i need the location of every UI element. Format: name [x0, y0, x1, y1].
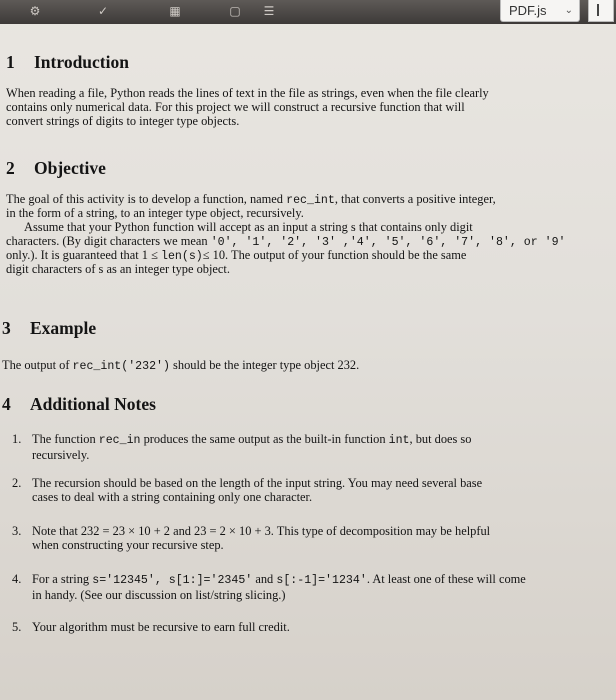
code-rec-int-232: rec_int('232') [72, 360, 170, 373]
section-number: 2 [6, 158, 15, 178]
section-number: 4 [2, 394, 11, 414]
square-icon[interactable]: ▢ [229, 4, 241, 18]
code-len-s: len(s) [161, 250, 203, 263]
check-icon[interactable]: ✓ [97, 4, 109, 18]
sidebar-toggle-button[interactable] [588, 0, 614, 22]
gear-icon[interactable]: ⚙ [29, 4, 41, 18]
section-title: Example [30, 318, 97, 338]
code-rec-int: rec_int [286, 194, 335, 207]
section-heading-example [2, 318, 96, 339]
pdfjs-label: PDF.js [509, 3, 547, 18]
photo-frame: ⚙ ✓ ▦ ▢ ☰ PDF.js ⌄ 1 Introduction When reading a file, Python reads the lines of text in the file as strings, even when the file clearly contains only numerical data. For this project we will construct a recursive function that will convert strings of digits to integer type objects. 2 Objective The goal of this activity is to develop a function, named rec_int, that converts a positive integer, in the form of a string, to an integer type object, recursively. Assume that your Python function will accept as an input a string s that contains only digit characters. (By digit characters we mean '0', '1', '2', '3' ,'4', '5', '6', '7', '8', or '9' only.). It is guaranteed that 1 ≤ len(s)≤ 10. The output of your function should be the same digit characters of s as an integer type object. 3 Example The output of rec_int('232') should be the integer type object 232. 4 Additional Notes 1. The function rec_in produces the same output as the built-in function int, but does so recursively. 2. The recursion should be based on the length of the input string. You may need several base cases to deal with a string containing only one character. 3. Note that 232 = 23 × 10 + 2 and 23 = 2 × 10 + 3. This type of decomposition may be helpful when constructing your recursive step. 4. For a string s='12345', s[1:]='2345' and s[:-1]='1234'. At least one of these will come in handy. (See our discussion on list/string slicing.) 5. Your algorithm must be recursive to earn full credit. [0, 0, 616, 700]
intro-line-3: convert strings of digits to integer type objects. [6, 114, 240, 128]
example-line-1: The output of rec_int('232') should be the integer type object 232. [2, 358, 360, 373]
section-heading-introduction [6, 52, 129, 73]
objective-line-5: only.). It is guaranteed that 1 ≤ len(s)≤ 10. The output of your function should be the same [6, 248, 467, 263]
grid-icon[interactable]: ▦ [169, 4, 181, 18]
section-number: 3 [2, 318, 11, 338]
section-title: Additional Notes [30, 394, 156, 414]
code-rec-in: rec_in [98, 434, 141, 447]
objective-line-4: characters. (By digit characters we mean '0', '1', '2', '3' ,'4', '5', '6', '7', '8', or '9' [6, 234, 566, 249]
objective-line-6: digit characters of s as an integer type object. [6, 262, 230, 276]
section-number: 1 [6, 52, 15, 72]
pdfjs-menu-button[interactable] [500, 0, 580, 22]
objective-line-3: Assume that your Python function will accept as an input a string s that contains only digit [24, 220, 473, 234]
list-icon[interactable]: ☰ [263, 4, 275, 18]
viewer-toolbar [0, 0, 616, 24]
sidebar-icon [597, 4, 607, 16]
intro-line-2: contains only numerical data. For this project we will construct a recursive function that will [6, 100, 465, 114]
code-slices: s='12345', s[1:]='2345' [92, 574, 253, 587]
section-title: Objective [34, 158, 106, 178]
code-slice-end: s[:-1]='1234' [276, 574, 367, 587]
section-title: Introduction [34, 52, 129, 72]
intro-line-1: When reading a file, Python reads the lines of text in the file as strings, even when the file clearly [6, 86, 489, 100]
section-heading-additional-notes [2, 394, 156, 415]
objective-line-2: in the form of a string, to an integer type object, recursively. [6, 206, 304, 220]
objective-line-1: The goal of this activity is to develop a function, named rec_int, that converts a positive integer, [6, 192, 496, 207]
chevron-down-icon: ⌄ [564, 5, 573, 16]
section-heading-objective [6, 158, 106, 179]
code-digit-chars: '0', '1', '2', '3' ,'4', '5', '6', '7', '8', or '9' [210, 236, 566, 249]
code-int: int [388, 434, 410, 447]
